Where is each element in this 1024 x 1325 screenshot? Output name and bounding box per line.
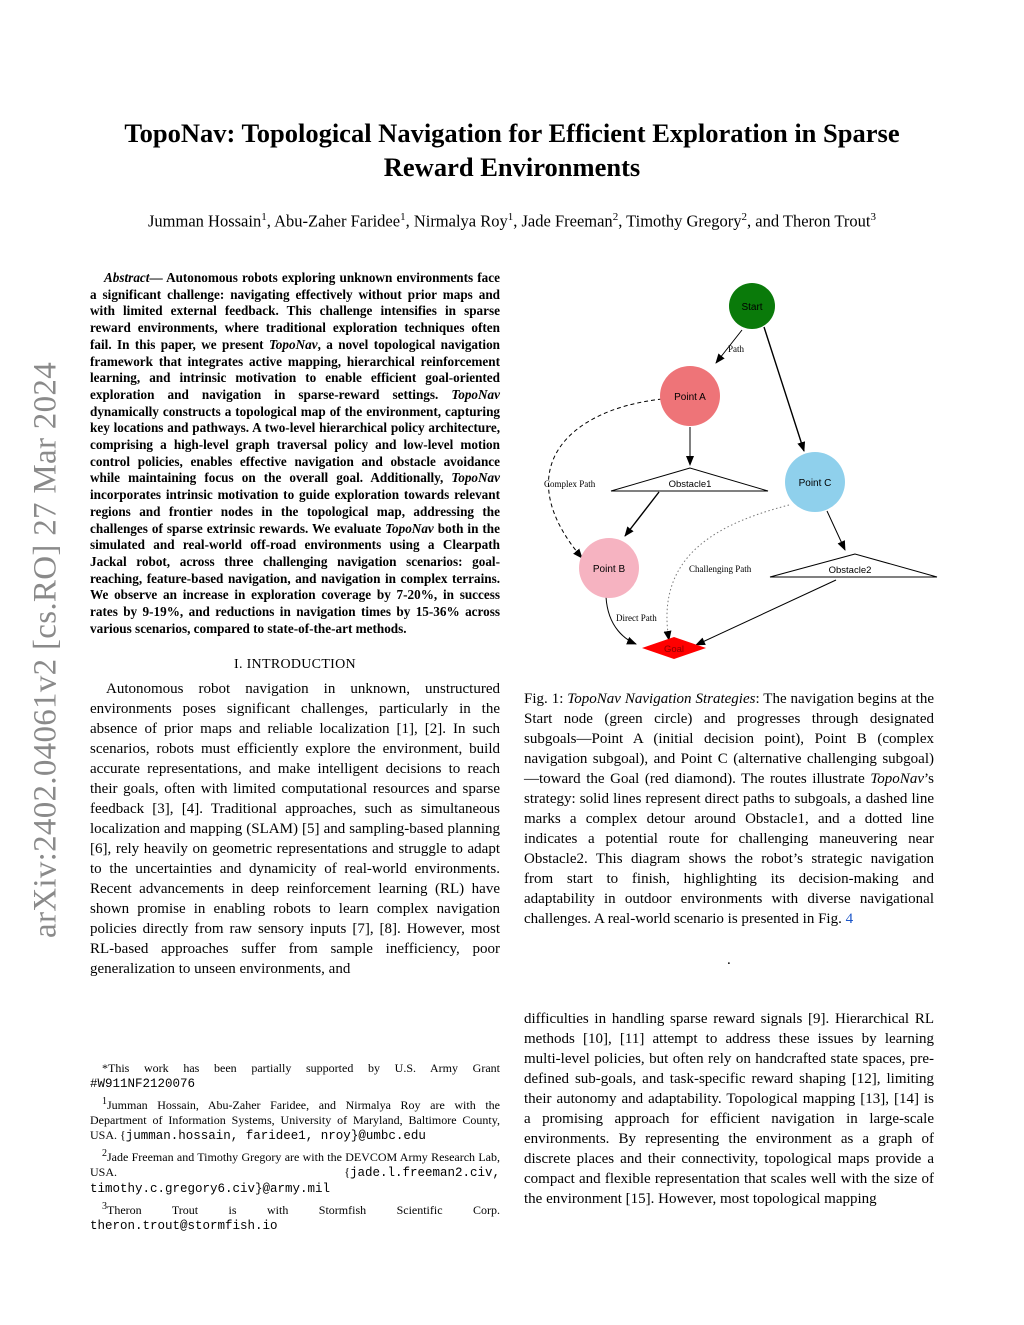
figure-4-reference-link[interactable]: 4 [845, 911, 854, 927]
author: Timothy Gregory [626, 211, 742, 231]
node-label-start: Start [741, 302, 763, 313]
intro-paragraph-left: Autonomous robot navigation in unknown, unstructured environments poses significant challenges, particularly in the absence of prior maps and reliable localization [1], [2]. In such scenarios, robots must efficiently explore the environment, build accurate representations, and make intelligent decisions to reach their goals, often with limited computational resources and sparse feedback [3], [4]. Traditional approaches, such as simultaneous localization and mapping (SLAM) [5] and sampling-based planning [6], rely heavily on geometric representations and struggle to adapt to the uncertainties and dynamicity of real-world environments. Recent advancements in deep reinforcement learning (RL) have shown promise in enabling robots to learn complex navigation policies directly from raw sensory inputs [7], [8]. However, most RL-based approaches suffer from sample inefficiency, poor generalization to unseen environments, and [90, 681, 500, 978]
footnote-funding: *This work has been partially supported by U.S. Army Grant #W911NF2120076 [90, 1061, 500, 1091]
arxiv-identifier-text: arXiv:2402.04061v2 [cs.RO] 27 Mar 2024 [27, 362, 64, 938]
author-list: Jumman Hossain$^1$, Abu-Zaher Faridee$^1$, Nirmalya Roy$^1$, Jade Freeman$^2$, Timothy Gregory$^2$, and Theron Trout$^3$ [148, 211, 876, 231]
edge-obstacle1-point-b [625, 492, 659, 536]
abstract: Abstract— Autonomous robots exploring unknown environments face a significant challenge: navigating effectively without prior maps and with limited external feedback. This challenge intensifies in sparse reward environments, where traditional exploration techniques often fail. In this paper, we present TopoNav, a novel topological navigation framework that integrates active mapping, hierarchical reinforcement learning, and intrinsic motivation to enable efficient goal-oriented exploration and navigation in sparse-reward settings. TopoNav dynamically constructs a topological map of the environment, capturing key locations and pathways. A two-level hierarchical policy architecture, comprising a high-level graph traversal policy and low-level motion control policies, enables effective navigation and obstacle avoidance while maintaining focus on the overall goal. Additionally, TopoNav incorporates intrinsic motivation to guide exploration towards relevant regions and frontier nodes in the topological map, addressing the challenges of sparse extrinsic rewards. We evaluate TopoNav both in the simulated and real-world off-road environments using a Clearpath Jackal robot, across three challenging navigation scenarios: goal-reaching, feature-based navigation, and navigation in complex terrains. We observe an increase in exploration coverage by 7-20%, in success rates by 9-19%, and reductions in navigation times by 15-36% across various scenarios, compared to state-of-the-art methods. [90, 270, 500, 636]
node-label-point-c: Point C [798, 478, 832, 489]
edge-start-point-c [764, 327, 804, 451]
footnote-2: $^2$Jade Freeman and Timothy Gregory are with the DEVCOM Army Research Lab, USA. {jade.l.freeman2.civ, timothy.c.gregory6.civ}@army.mil [90, 1148, 500, 1196]
intro-paragraph-right: difficulties in handling sparse reward signals [9]. Hierarchical RL methods [10], [11] attempt to address these issues by learning multi-level policies, but often rely on handcrafted state spaces, pre-defined sub-goals, and task-specific reward shaping [12], limiting their autonomy and adaptability. Topological mapping [13], [14] is a promising approach for efficient navigation in large-scale environments. By representing the environment as a graph of discrete places and their connectivity, topological maps provide a compact and flexible representation that scales well with the size of the environment [15]. However, most topological mapping [524, 1011, 934, 1207]
edge-label-challenging-path: Challenging Path [689, 564, 752, 574]
caption-trailing-dot: . [727, 952, 731, 968]
figure-1-caption: Fig. 1: TopoNav Navigation Strategies: The navigation begins at the Start node (green circle) and progresses through designated subgoals—Point A (initial decision point), Point B (complex navigation subgoal), and Point C (alternative challenging subgoal)—toward the Goal (red diamond). The routes illustrate TopoNav’s strategy: solid lines represent direct paths to subgoals, a dashed line marks a complex detour around Obstacle1, and a dotted line indicates a potential route for challenging maneuvering near Obstacle2. This diagram shows the robot’s strategic navigation from start to finish, highlighting its decision-making and adaptability in outdoor environments with diverse navigational challenges. A real-world scenario is presented in Fig. 4 [524, 691, 934, 927]
edge-point-c-obstacle2 [827, 511, 845, 550]
figure-1-diagram [524, 272, 944, 672]
footnote-3: $^3$Theron Trout is with Stormfish Scientific Corp. theron.trout@stormfish.io [90, 1201, 500, 1233]
footnote-1: $^1$Jumman Hossain, Abu-Zaher Faridee, and Nirmalya Roy are with the Department of Information Systems, University of Maryland, Baltimore County, USA. {jumman.hossain, faridee1, nroy}@umbc.edu [90, 1096, 500, 1143]
author: Abu-Zaher Faridee [274, 211, 401, 231]
edge-label-complex-path: Complex Path [544, 479, 596, 489]
node-label-point-a: Point A [674, 392, 706, 403]
abstract-label: Abstract [104, 270, 150, 285]
section-heading-introduction: I. INTRODUCTION [234, 657, 356, 673]
node-label-obstacle1: Obstacle1 [668, 479, 712, 490]
footnotes [90, 1061, 500, 1236]
right-column [524, 1009, 934, 1209]
edge-label-direct-path: Direct Path [616, 613, 657, 623]
node-label-goal: Goal [663, 644, 685, 655]
author: Theron Trout [782, 211, 871, 231]
paper-title: TopoNav: Topological Navigation for Efficient Exploration in Sparse Reward Environments [124, 118, 900, 182]
left-column [90, 270, 500, 979]
node-label-point-b: Point B [592, 564, 626, 575]
author: Nirmalya Roy [413, 211, 508, 231]
author: Jumman Hossain [148, 211, 262, 231]
edge-obstacle2-goal [696, 580, 836, 645]
author: Jade Freeman [521, 211, 613, 231]
navigation-graph [524, 272, 944, 672]
node-label-obstacle2: Obstacle2 [828, 565, 872, 576]
edge-label-path: Path [728, 344, 745, 354]
arxiv-identifier [20, 355, 72, 945]
